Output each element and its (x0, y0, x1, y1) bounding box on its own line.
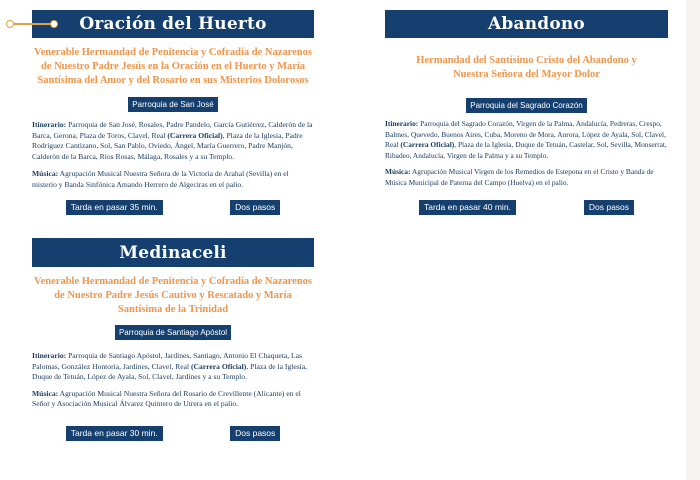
church-badge: Parroquia de San José (128, 97, 217, 112)
music (32, 389, 314, 410)
card-title-bar (32, 238, 314, 267)
itinerary-label: Itinerario: (385, 119, 419, 128)
brotherhood-name: Hermandad del Santísimo Cristo del Abandono y Nuestra Señora del Mayor Dolor (416, 55, 637, 80)
itinerary-text-end: , Plaza de la Iglesia, Duque de Tetuán, López de Ayala, Sol, Clavel, Jardines y a su Templo. (32, 361, 308, 382)
card-title: Oración del Huerto (79, 14, 267, 34)
music-text: Agrupación Musical Nuestra Señora del Rosario de Crevillente (Alicante) en el Señor y Asociación Musical Álvarez Quintero de Utrera en el palio. (32, 388, 301, 409)
music-label: Música: (32, 388, 59, 398)
steps-badge: Dos pasos (584, 200, 634, 215)
card-title: Medinaceli (119, 242, 227, 263)
itinerary-text-end: , Plaza de la Iglesia, Duque de Tetuán, Castelar, Sol, Sevilla, Monserrat, Ribadeo, Andalucía, Virgen de la Palma y a su Templo. (385, 140, 667, 160)
itinerary (385, 119, 668, 161)
music-text: Agrupación Musical Nuestra Señora de la Victoria de Arahal (Sevilla) en el misterio y Banda Sinfónica Amando Herrero de Algeciras en el palio. (32, 169, 289, 189)
card-abandono (385, 10, 668, 215)
card-title-bar (32, 10, 314, 38)
card-title-bar (385, 10, 668, 38)
music (385, 167, 668, 188)
church-badge: Parroquia de Santiago Apóstol (115, 325, 231, 340)
music-label: Música: (32, 169, 59, 179)
scrollbar[interactable] (686, 0, 700, 480)
church-badge: Parroquia del Sagrado Corazón (466, 98, 587, 113)
steps-badge: Dos pasos (230, 200, 280, 215)
music-text: Agrupación Musical Virgen de los Remedios de Estepona en el Cristo y Banda de Música Municipal de Paterna del Campo (Huelva) en el palio. (385, 167, 654, 187)
itinerary-text-end: , Plaza de la Iglesia, Padre Rodríguez Cantizano, Sol, San Pablo, Oviedo, Ángel, María Guerrero, Padre Manjón, Calderón de la Barca, Ríos Rosas, Málaga, Rosales y a su Templo. (32, 130, 303, 161)
info-pills (32, 426, 314, 441)
itinerary (32, 351, 314, 383)
music (32, 169, 314, 190)
itinerary-text-start: Parroquia del Sagrado Corazón, Virgen de la Palma, Andalucía, Pedreras, Crespo, Balmes, Quevedo, Buenos Aires, Cuba, Moreno de Mora, Aurora, López de Ayala, Sol, Clavel, Real (385, 119, 666, 150)
duration-badge: Tarda en pasar 35 min. (66, 200, 163, 215)
itinerary-text-start: Parroquia de San José, Rosales, Padre Pandelo, García Gutiérrez, Calderón de la Barca, Gerona, Plaza de Toros, Clavel, Real (32, 120, 313, 140)
itinerary-label: Itinerario: (32, 120, 67, 129)
card-oracion-del-huerto (32, 10, 314, 215)
itinerary-text-start: Parroquia de Santiago Apóstol, Jardines, Santiago, Antonio El Chaqueta, Las Palomas, González Hontoria, Jardines, Clavel, Real (32, 351, 302, 371)
brotherhood-name: Venerable Hermandad de Penitencia y Cofradía de Nazarenos de Nuestro Padre Jesús en la Oración en el Huerto y María Santísima del Amor y del Rosario en sus Misterios Dolorosos (34, 47, 312, 86)
card-title: Abandono (488, 14, 585, 34)
duration-badge: Tarda en pasar 40 min. (419, 200, 516, 215)
card-medinaceli (32, 238, 314, 441)
itinerary-official: (Carrera Oficial) (167, 130, 223, 140)
itinerary (32, 120, 314, 162)
duration-badge: Tarda en pasar 30 min. (66, 426, 163, 441)
info-pills (32, 200, 314, 215)
ornament-icon (8, 23, 56, 25)
itinerary-official: (Carrera Oficial) (191, 361, 247, 371)
steps-badge: Dos pasos (230, 426, 280, 441)
info-pills (385, 200, 668, 215)
brotherhood-name: Venerable Hermandad de Penitencia y Cofradía de Nazarenos de Nuestro Padre Jesús Cautivo y Rescatado y María Santísima de la Trinidad (34, 276, 312, 315)
music-label: Música: (385, 167, 411, 177)
itinerary-label: Itinerario: (32, 351, 67, 360)
itinerary-official: (Carrera Oficial) (400, 140, 455, 150)
